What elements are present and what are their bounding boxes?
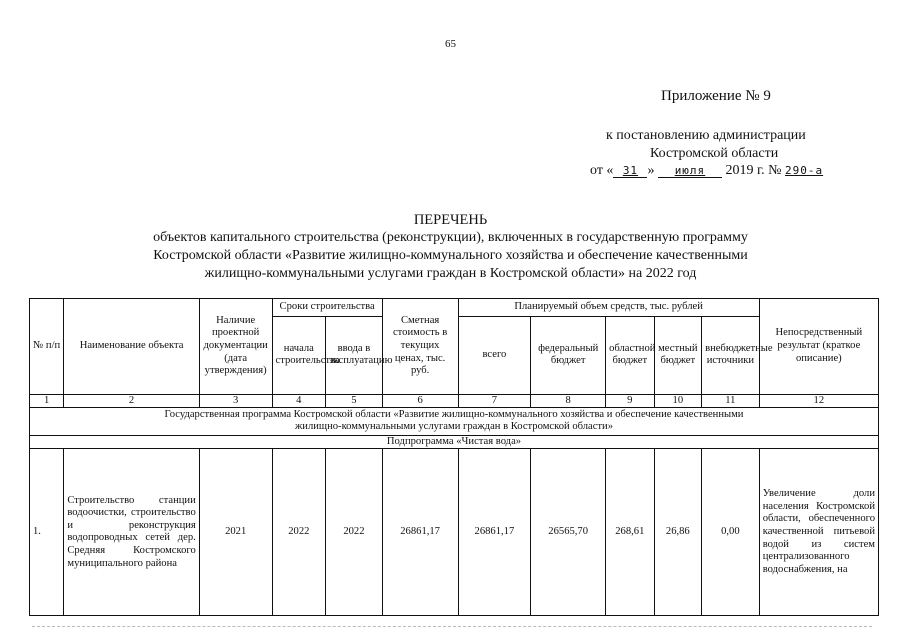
column-number: 11: [702, 394, 760, 407]
row-total: 26861,17: [458, 449, 531, 616]
row-offbudget: 0,00: [702, 449, 760, 616]
row-name: Строительство станции водоочистки, строительство и реконструкция водопроводных сетей дер. Средняя Костромского муниципального района: [64, 449, 199, 616]
appendix-date: [590, 163, 823, 179]
header-name: Наименование объекта: [64, 299, 199, 395]
header-docs: Наличие проектной документации (дата утверждения): [199, 299, 272, 395]
page-edge-divider: [32, 626, 872, 627]
date-mid: »: [647, 163, 655, 178]
row-cost: 26861,17: [382, 449, 458, 616]
column-number: 6: [382, 394, 458, 407]
column-number: 8: [531, 394, 606, 407]
column-number: 1: [30, 394, 64, 407]
column-number: 9: [606, 394, 655, 407]
header-offbudget: внебюджетные источники: [702, 316, 760, 394]
header-result: Непосредственный результат (краткое описание): [759, 299, 878, 395]
program-row: [30, 407, 879, 435]
column-number: 4: [272, 394, 326, 407]
table-row: [30, 449, 879, 616]
heading-line-2: Костромской области «Развитие жилищно-коммунального хозяйства и обеспечение качественными: [153, 248, 748, 263]
subprogram-row: [30, 435, 879, 449]
header-cost: Сметная стоимость в текущих ценах, тыс. руб.: [382, 299, 458, 395]
column-number: 3: [199, 394, 272, 407]
table-header-row-1: [30, 299, 879, 317]
row-federal: 26565,70: [531, 449, 606, 616]
row-result: Увеличение доли населения Костромской области, обеспеченного качественной питьевой водой из систем централизованного водоснабжения, на: [759, 449, 878, 616]
date-day: 31: [613, 164, 647, 178]
appendix-title: Приложение № 9: [661, 88, 771, 104]
column-number: 12: [759, 394, 878, 407]
row-commission: 2022: [326, 449, 383, 616]
row-local: 26,86: [654, 449, 702, 616]
column-number: 5: [326, 394, 383, 407]
header-local: местный бюджет: [654, 316, 702, 394]
header-num: № п/п: [30, 299, 64, 395]
appendix-organization: Костромской области: [650, 146, 779, 161]
header-start: начала строительства: [272, 316, 326, 394]
program-title: Государственная программа Костромской области «Развитие жилищно-коммунального хозяйства и обеспечение качественными жилищно-коммунальными услугами граждан в Костромской области»: [30, 407, 879, 435]
column-number: 7: [458, 394, 531, 407]
subprogram-title: Подпрограмма «Чистая вода»: [30, 435, 879, 449]
objects-table: [29, 298, 879, 616]
heading-title: ПЕРЕЧЕНЬ: [413, 212, 488, 228]
header-planned: Планируемый объем средств, тыс. рублей: [458, 299, 759, 317]
document-heading: [0, 211, 901, 283]
column-number: 2: [64, 394, 199, 407]
heading-line-1: объектов капитального строительства (реконструкции), включенных в государственную программу: [153, 230, 748, 245]
heading-line-3: жилищно-коммунальными услугами граждан в Костромской области» на 2022 год: [204, 266, 697, 281]
appendix-resolution: к постановлению администрации: [606, 128, 806, 143]
row-start: 2022: [272, 449, 326, 616]
header-total: всего: [458, 316, 531, 394]
date-prefix: от «: [590, 163, 614, 178]
page-number: 65: [445, 38, 456, 50]
header-regional: областной бюджет: [606, 316, 655, 394]
row-regional: 268,61: [606, 449, 655, 616]
date-month: июля: [658, 164, 722, 178]
date-year: 2019 г. №: [725, 163, 782, 178]
row-docs: 2021: [199, 449, 272, 616]
column-number-row: [30, 394, 879, 407]
header-terms: Сроки строительства: [272, 299, 382, 317]
header-commission: ввода в эксплуатацию: [326, 316, 383, 394]
column-number: 10: [654, 394, 702, 407]
header-federal: федеральный бюджет: [531, 316, 606, 394]
document-number: 290-а: [784, 164, 824, 177]
row-num: 1.: [30, 449, 64, 616]
